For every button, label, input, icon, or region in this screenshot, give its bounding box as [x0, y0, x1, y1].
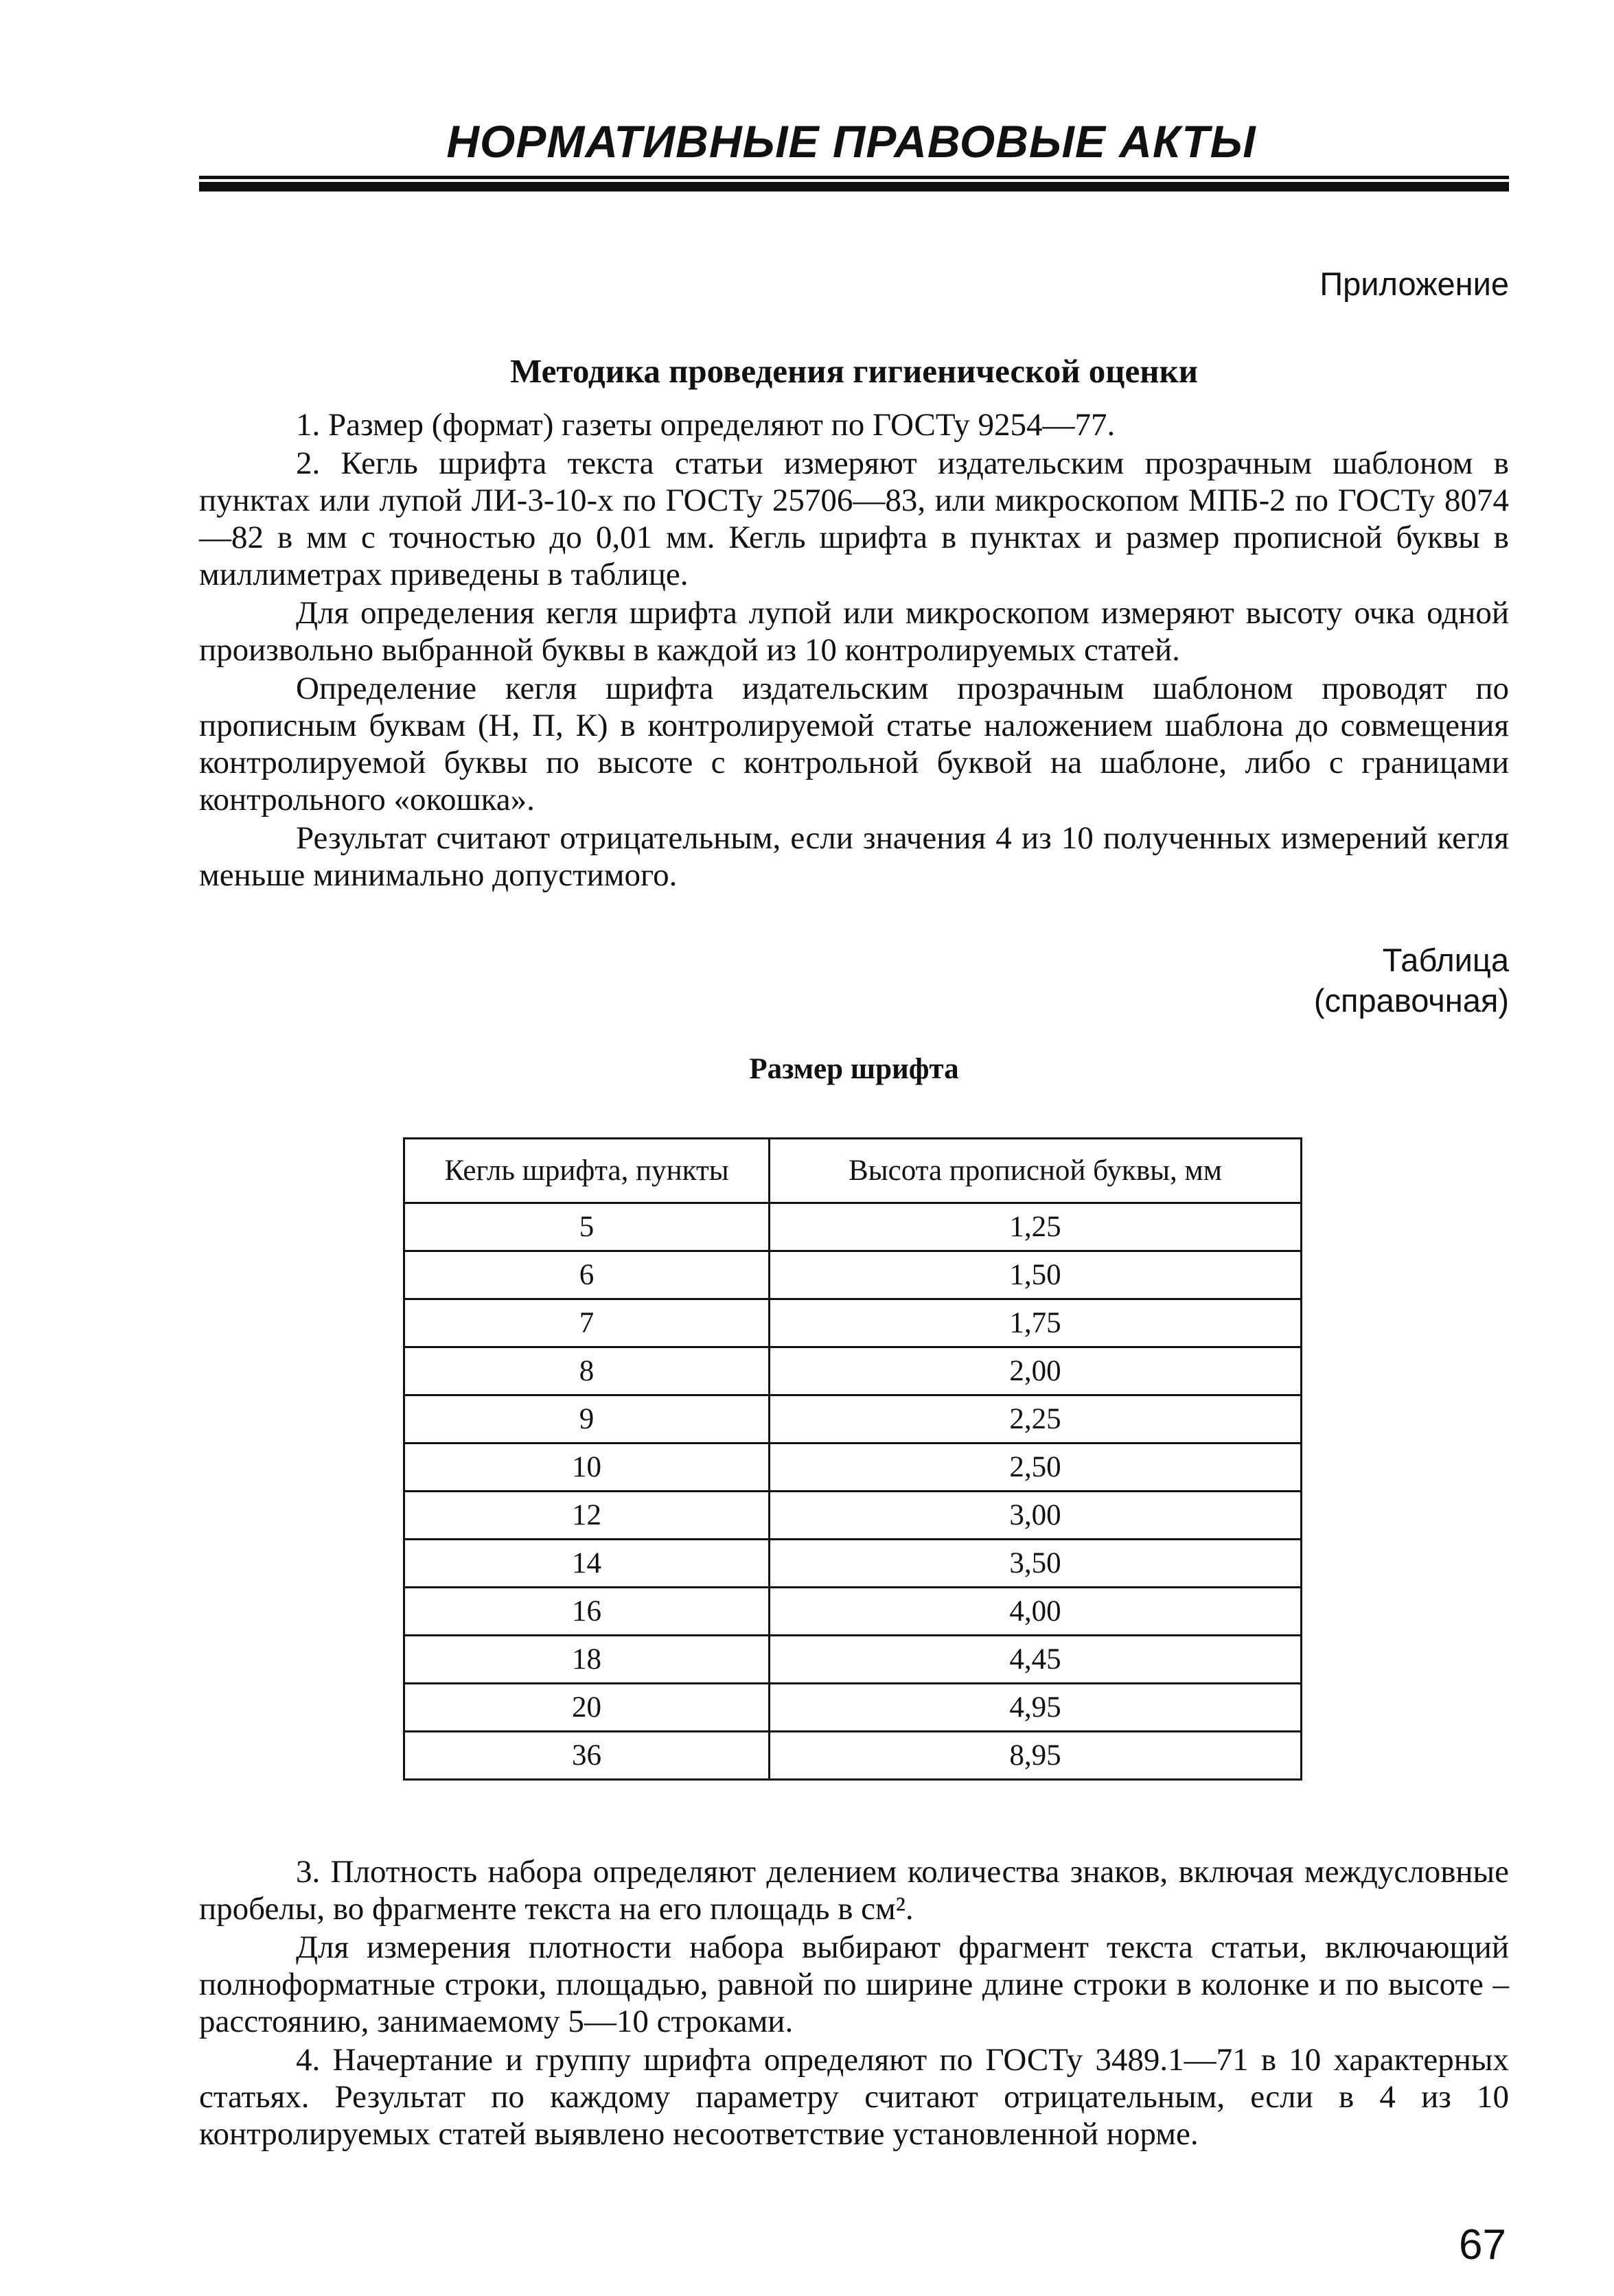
cell-font-size: 12	[404, 1492, 770, 1540]
column-header-letter-height: Высота прописной буквы, мм	[770, 1139, 1302, 1203]
cell-letter-height: 1,75	[770, 1299, 1302, 1347]
appendix-label: Приложение	[1319, 266, 1509, 302]
table-row	[404, 1684, 1302, 1732]
table-label-line2: (справочная)	[1313, 982, 1509, 1019]
cell-letter-height: 2,25	[770, 1395, 1302, 1443]
running-header-title: НОРМАТИВНЫЕ ПРАВОВЫЕ АКТЫ	[446, 116, 1256, 167]
paragraph: 3. Плотность набора определяют делением количества знаков, включая междусловные пробелы, во фрагменте текста на его площадь в см².	[199, 1854, 1509, 1927]
header-rule-thin	[199, 176, 1509, 179]
table-row	[404, 1732, 1302, 1780]
table-row	[404, 1588, 1302, 1636]
cell-letter-height: 4,00	[770, 1588, 1302, 1636]
cell-letter-height: 2,50	[770, 1443, 1302, 1492]
cell-letter-height: 1,25	[770, 1203, 1302, 1251]
body-text-top	[199, 406, 1509, 894]
table-header-row	[404, 1139, 1302, 1203]
paragraph: Для измерения плотности набора выбирают фрагмент текста статьи, включающий полноформатные строки, площадью, равной по ширине длине строки в колонке и по высоте – расстоянию, занимаемому 5—10 строками.	[199, 1929, 1509, 2039]
paragraph: Определение кегля шрифта издательским прозрачным шаблоном проводят по прописным буквам (Н, П, К) в контролируемой статье наложением шаблона до совмещения контролируемой буквы по высоте с контрольной буквой на шаблоне, либо с границами контрольного «окошка».	[199, 671, 1509, 817]
cell-letter-height: 8,95	[770, 1732, 1302, 1780]
table-row	[404, 1540, 1302, 1588]
table-row	[404, 1299, 1302, 1347]
cell-letter-height: 4,45	[770, 1636, 1302, 1684]
cell-font-size: 14	[404, 1540, 770, 1588]
cell-letter-height: 3,50	[770, 1540, 1302, 1588]
table-title: Размер шрифта	[749, 1053, 959, 1085]
body-text-bottom	[199, 1853, 1509, 2153]
cell-font-size: 6	[404, 1251, 770, 1299]
table-row	[404, 1395, 1302, 1443]
table-row	[404, 1443, 1302, 1492]
cell-font-size: 10	[404, 1443, 770, 1492]
cell-font-size: 8	[404, 1347, 770, 1395]
cell-font-size: 7	[404, 1299, 770, 1347]
table-row	[404, 1203, 1302, 1251]
column-header-font-size: Кегль шрифта, пункты	[404, 1139, 770, 1203]
table-row	[404, 1492, 1302, 1540]
table-row	[404, 1251, 1302, 1299]
cell-letter-height: 3,00	[770, 1492, 1302, 1540]
paragraph: 4. Начертание и группу шрифта определяют по ГОСТу 3489.1—71 в 10 характерных статьях. Результат по каждому параметру считают отрицательным, если в 4 из 10 контролируемых статей выявлено несоответствие установленной норме.	[199, 2042, 1509, 2152]
cell-font-size: 36	[404, 1732, 770, 1780]
paragraph: 1. Размер (формат) газеты определяют по ГОСТу 9254—77.	[296, 407, 1116, 443]
cell-letter-height: 2,00	[770, 1347, 1302, 1395]
cell-font-size: 16	[404, 1588, 770, 1636]
header-rule	[199, 176, 1509, 192]
cell-font-size: 18	[404, 1636, 770, 1684]
table-row	[404, 1636, 1302, 1684]
table-label-line1: Таблица	[1382, 942, 1509, 978]
cell-letter-height: 4,95	[770, 1684, 1302, 1732]
page-number: 67	[1459, 2221, 1506, 2269]
cell-font-size: 9	[404, 1395, 770, 1443]
section-title: Методика проведения гигиенической оценки	[510, 352, 1198, 390]
paragraph: 2. Кегль шрифта текста статьи измеряют издательским прозрачным шаблоном в пунктах или лупой ЛИ-3-10-х по ГОСТу 25706—83, или микроскопом МПБ-2 по ГОСТу 8074—82 в мм с точностью до 0,01 мм. Кегль шрифта в пунктах и размер прописной буквы в миллиметрах приведены в таблице.	[199, 445, 1509, 592]
font-size-table	[403, 1137, 1302, 1781]
paragraph: Результат считают отрицательным, если значения 4 из 10 полученных измерений кегля меньше минимально допустимого.	[199, 820, 1509, 893]
cell-font-size: 5	[404, 1203, 770, 1251]
paragraph: Для определения кегля шрифта лупой или микроскопом измеряют высоту очка одной произвольно выбранной буквы в каждой из 10 контролируемых статей.	[199, 595, 1509, 668]
table-row	[404, 1347, 1302, 1395]
cell-letter-height: 1,50	[770, 1251, 1302, 1299]
cell-font-size: 20	[404, 1684, 770, 1732]
table-label	[1314, 940, 1509, 1021]
header-rule-thick	[199, 182, 1509, 192]
